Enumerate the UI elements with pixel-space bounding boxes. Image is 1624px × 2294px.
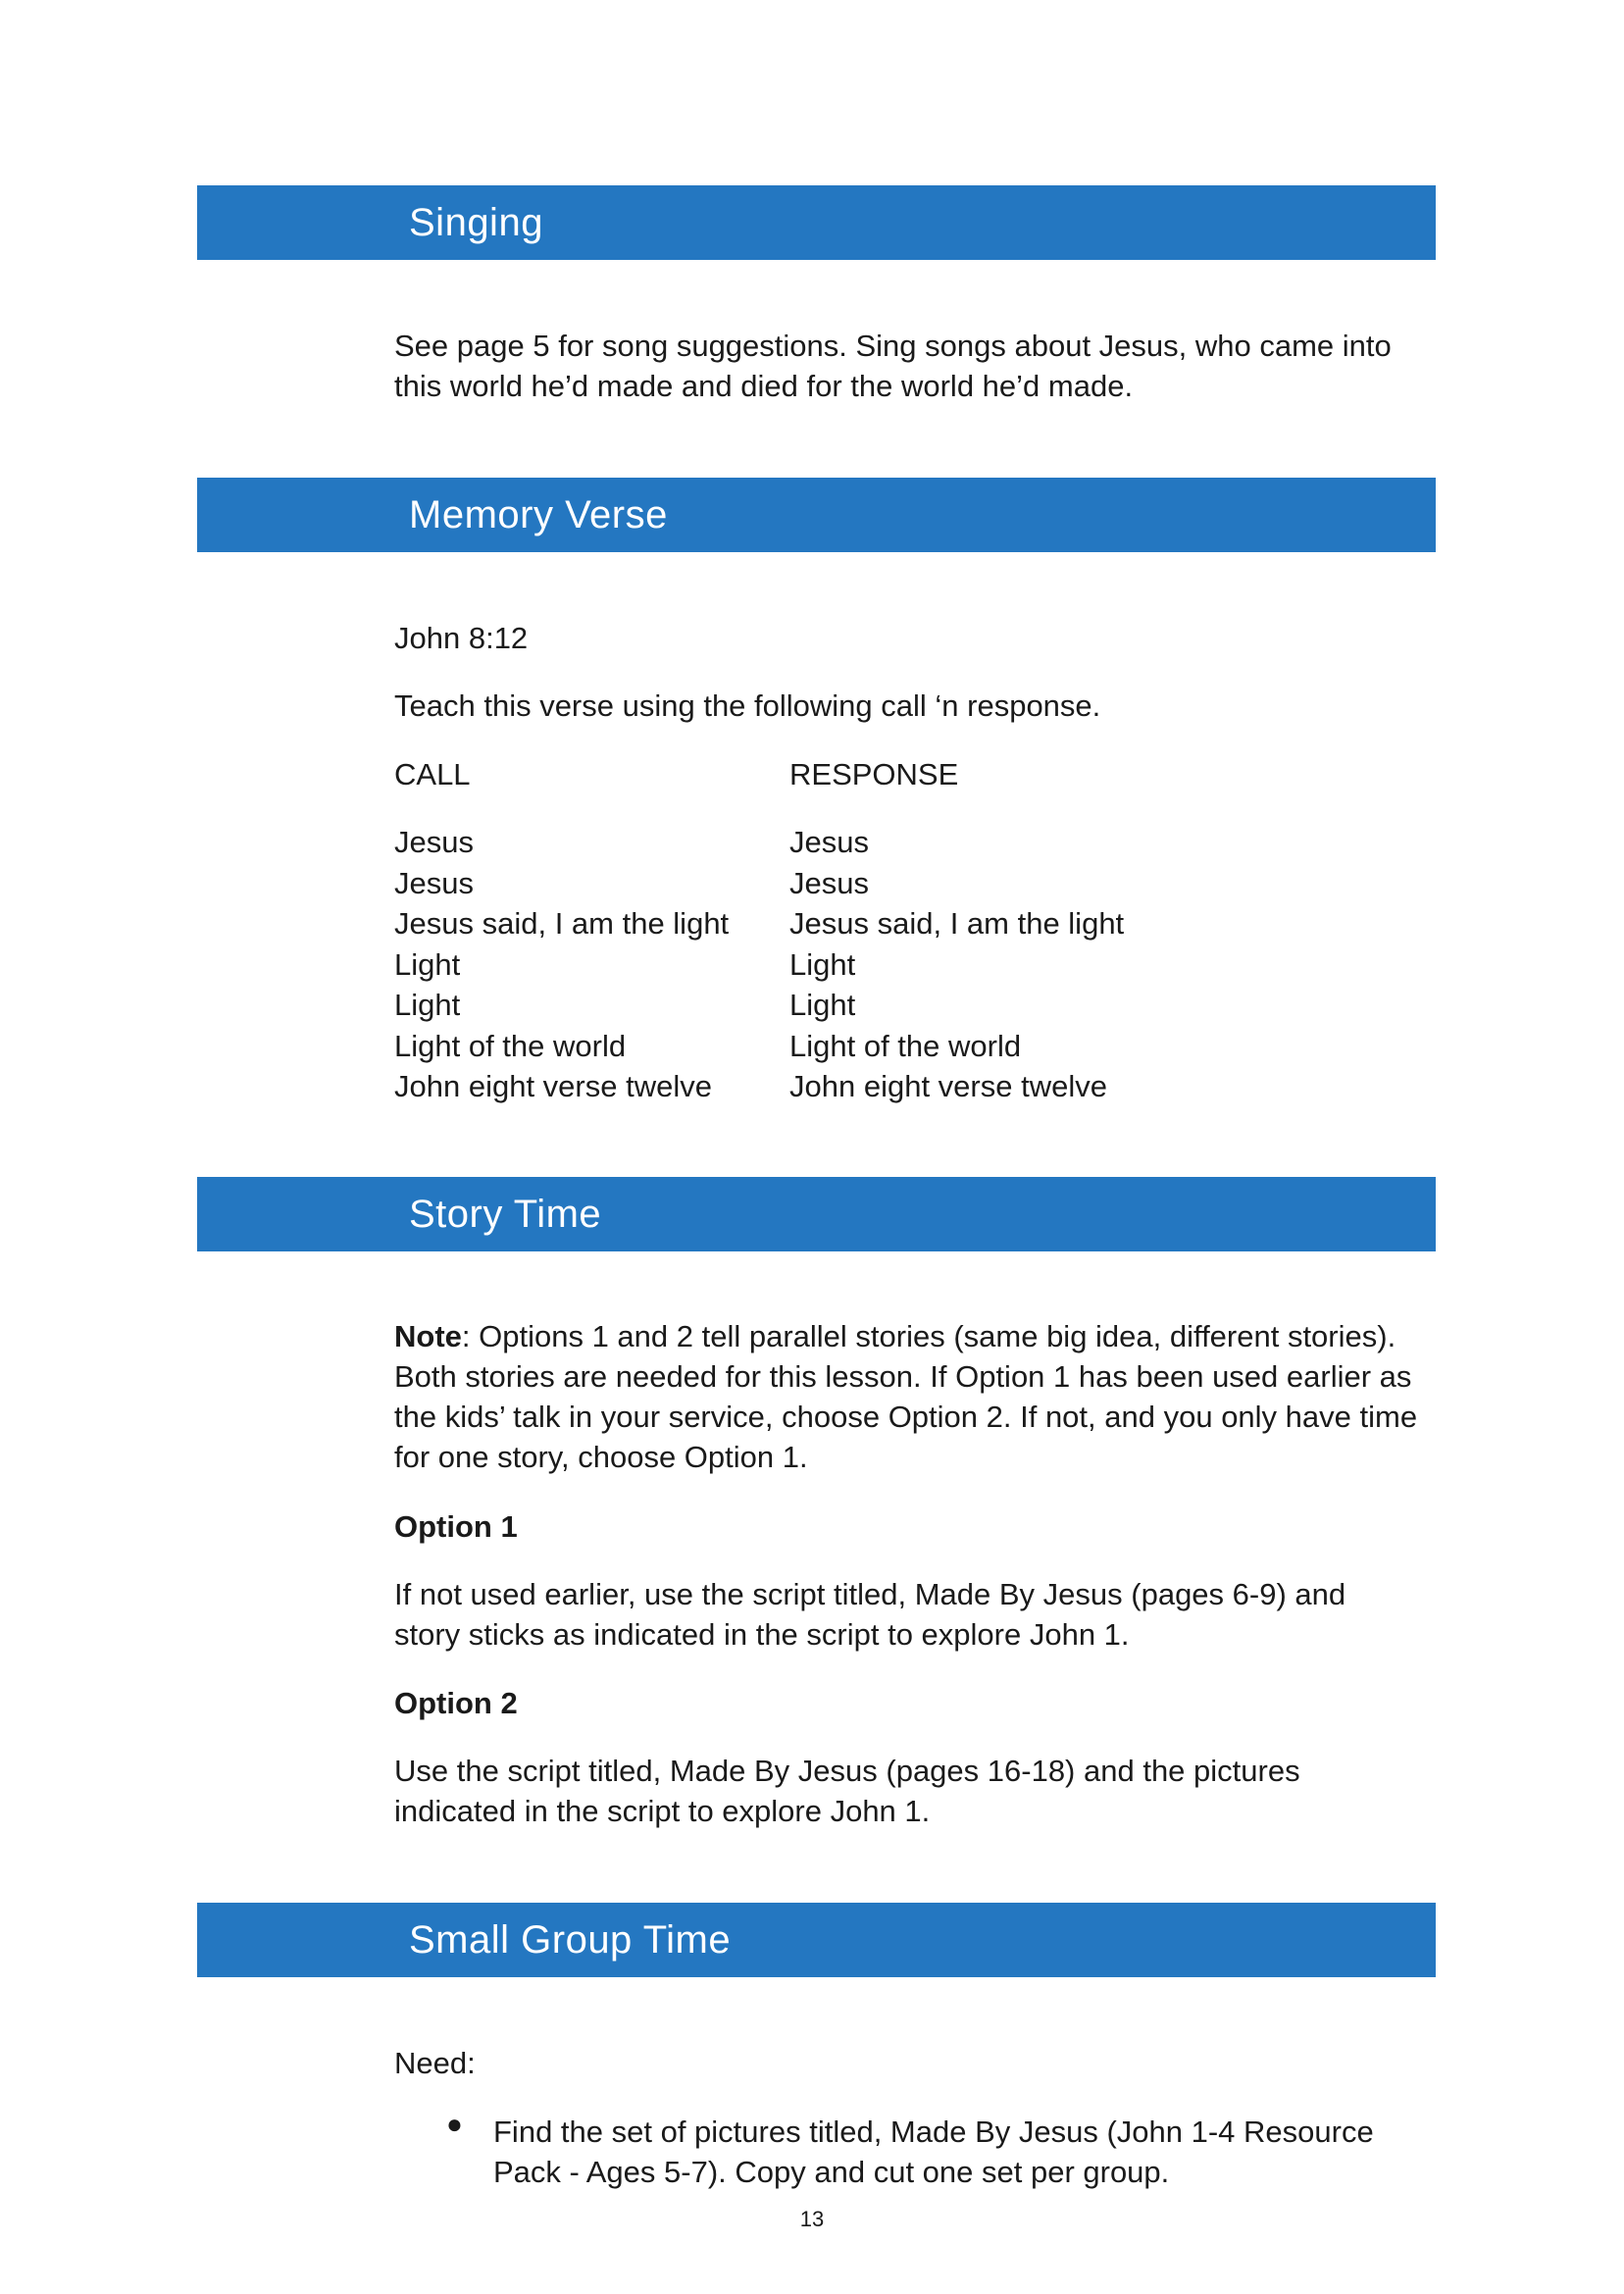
response-list bbox=[789, 822, 1124, 1107]
call-line: Jesus bbox=[394, 825, 474, 859]
verse-intro: Teach this verse using the following call ‘n response. bbox=[394, 688, 1101, 723]
need-item: Find the set of pictures titled, Made By Jesus (John 1-4 Resource Pack - Ages 5-7). Copy and cut one set per group. bbox=[493, 2115, 1374, 2189]
response-line: John eight verse twelve bbox=[789, 1069, 1107, 1103]
response-line: Light bbox=[789, 988, 856, 1022]
call-line: Light bbox=[394, 988, 461, 1022]
section-header-small-group bbox=[197, 1903, 1436, 1977]
verse-reference: John 8:12 bbox=[394, 621, 529, 655]
call-line: Light bbox=[394, 946, 461, 982]
singing-body: See page 5 for song suggestions. Sing songs about Jesus, who came into this world he’d made and died for the world he’d made. bbox=[394, 329, 1392, 403]
note-label: Note bbox=[394, 1319, 462, 1353]
option1-label: Option 1 bbox=[394, 1509, 518, 1544]
call-line: John eight verse twelve bbox=[394, 1069, 712, 1103]
bullet-icon: ● bbox=[446, 2109, 463, 2139]
section-title: Memory Verse bbox=[409, 493, 668, 536]
call-line: Jesus bbox=[394, 865, 474, 900]
need-label: Need: bbox=[394, 2046, 476, 2080]
page-number: 13 bbox=[799, 2207, 825, 2231]
response-line: Jesus said, I am the light bbox=[789, 906, 1125, 941]
option2-text: Use the script titled, Made By Jesus (pages 16-18) and the pictures indicated in the script to explore John 1. bbox=[394, 1754, 1300, 1828]
section-header-story-time bbox=[197, 1177, 1436, 1251]
section-title: Singing bbox=[409, 201, 543, 244]
note-text: : Options 1 and 2 tell parallel stories (same big idea, different stories). Both stories are needed for this lesson. If Option 1 has been used earlier as the kids’ talk in your service, choose Option 2. If not, and you only have time for one story, choose Option 1. bbox=[394, 1319, 1418, 1474]
response-line: Light of the world bbox=[789, 1028, 1022, 1063]
section-header-memory-verse bbox=[197, 478, 1436, 552]
section-title: Small Group Time bbox=[409, 1918, 732, 1962]
option1-text: If not used earlier, use the script titled, Made By Jesus (pages 6-9) and story sticks as indicated in the script to explore John 1. bbox=[394, 1577, 1346, 1652]
response-line: Jesus bbox=[789, 825, 869, 859]
response-header: RESPONSE bbox=[789, 757, 959, 791]
option2-label: Option 2 bbox=[394, 1686, 518, 1720]
call-list bbox=[394, 822, 729, 1107]
section-title: Story Time bbox=[409, 1193, 602, 1236]
call-header: CALL bbox=[394, 757, 471, 791]
response-line: Jesus bbox=[789, 865, 869, 900]
section-header-singing bbox=[197, 185, 1436, 260]
call-line: Light of the world bbox=[394, 1028, 627, 1063]
response-line: Light bbox=[789, 946, 856, 982]
call-line: Jesus said, I am the light bbox=[394, 906, 730, 941]
story-note bbox=[394, 1316, 1439, 1477]
